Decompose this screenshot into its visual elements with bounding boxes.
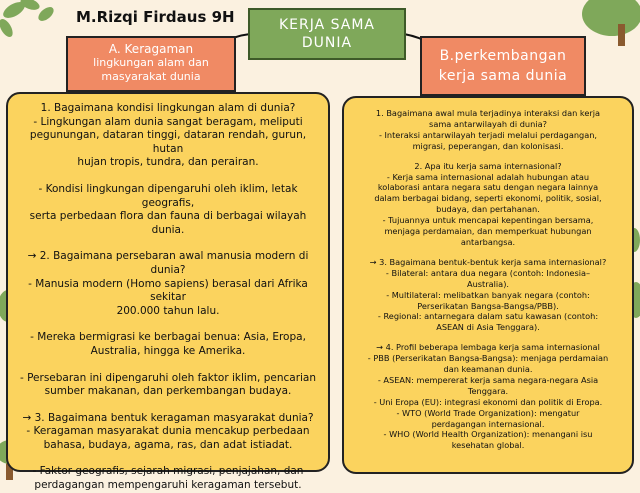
text-line: 200.000 tahun lalu. [116, 304, 220, 317]
right-heading-line: kerja sama dunia [438, 68, 568, 84]
paragraph [16, 465, 320, 492]
text-line: migrasi, peperangan, dan kolonisasi. [412, 140, 564, 151]
text-line: - Regional: antarnegara dalam satu kawasan (contoh: [377, 311, 599, 322]
text-line: kesehatan global. [451, 440, 525, 451]
author-name: M.Rizqi Firdaus 9H [76, 8, 235, 26]
text-line: bahasa, budaya, agama, ras, dan adat istiadat. [43, 438, 293, 451]
text-line: - Lingkungan alam dunia sangat beragam, meliputi [33, 115, 303, 128]
text-line: - Multilateral: melibatkan banyak negara (contoh: [386, 289, 590, 300]
text-line: menjaga perdamaian, dan memperkuat hubungan [384, 226, 592, 237]
left-heading-line: A. Keragaman [108, 42, 194, 56]
text-line: antarbangsa. [460, 236, 516, 247]
text-line: → 3. Bagaimana bentuk keragaman masyarakat dunia? [22, 411, 314, 424]
text-line: dalam berbagai bidang, seperti ekonomi, politik, sosial, [374, 193, 602, 204]
text-line: 1. Bagaimana awal mula terjadinya interaksi dan kerja [375, 108, 601, 118]
text-line: - Manusia modern (Homo sapiens) berasal dari Afrika sekitar [28, 277, 308, 304]
text-line: 2. Apa itu kerja sama internasional? [414, 160, 562, 171]
tree-top-right [582, 0, 640, 46]
text-line: Tenggara. [467, 385, 509, 396]
left-heading-box [66, 36, 236, 92]
text-line: Perserikatan Bangsa-Bangsa/PBB). [417, 300, 559, 311]
text-line: - Faktor geografis, sejarah migrasi, penjajahan, dan [32, 465, 304, 478]
text-line: - Bilateral: antara dua negara (contoh: Indonesia– [385, 267, 591, 278]
text-line: - Kerja sama internasional adalah hubungan atau [386, 171, 590, 182]
text-line: serta perbedaan flora dan fauna di berbagai wilayah dunia. [29, 210, 307, 236]
paragraph [16, 250, 320, 318]
text-line: Australia). [466, 278, 509, 289]
text-line: - Keragaman masyarakat dunia mencakup perbedaan [26, 425, 310, 438]
text-line: ASEAN di Asia Tenggara). [436, 322, 540, 333]
text-line: → 2. Bagaimana persebaran awal manusia modern di [27, 250, 309, 263]
text-line: 1. Bagaimana kondisi lingkungan alam di dunia? [40, 102, 296, 114]
paragraph [352, 108, 624, 152]
paragraph [16, 412, 320, 453]
text-line: - Mereka bermigrasi ke berbagai benua: Asia, Eropa, [30, 331, 306, 344]
leaf-cluster-top-left [0, 0, 56, 39]
left-heading-line: masyarakat dunia [101, 70, 201, 83]
text-line: hujan tropis, tundra, dan perairan. [77, 156, 259, 169]
text-line: - PBB (Perserikatan Bangsa-Bangsa): menjaga perdamaian [367, 353, 609, 364]
text-line: kolaborasi antara negara satu dengan negara lainnya [377, 182, 599, 193]
text-line: - Persebaran ini dipengaruhi oleh faktor iklim, pencarian [19, 371, 317, 384]
text-line: dunia? [150, 263, 186, 276]
paragraph [16, 372, 320, 399]
left-content-panel [6, 92, 330, 492]
text-line: - WTO (World Trade Organization): mengatur [396, 407, 580, 418]
text-line: budaya, dan pertahanan. [436, 204, 540, 215]
text-line: perdagangan mempengaruhi keragaman tersebut. [34, 479, 302, 492]
text-line: - Tujuannya untuk mencapai kepentingan bersama, [382, 215, 594, 226]
paragraph [352, 342, 624, 451]
right-heading-box [420, 36, 586, 96]
center-title-line: KERJA SAMA [278, 17, 376, 33]
text-line: sumber makanan, dan perkembangan budaya. [44, 385, 292, 398]
text-line: - Kondisi lingkungan dipengaruhi oleh iklim, letak geografis, [38, 182, 298, 209]
text-line: → 4. Profil beberapa lembaga kerja sama internasional [376, 342, 600, 353]
paragraph [16, 183, 320, 237]
left-heading-line: lingkungan alam dan [93, 56, 209, 69]
text-line: pegunungan, dataran tinggi, dataran rendah, gurun, hutan [29, 129, 307, 155]
text-line: → 3. Bagaimana bentuk-bentuk kerja sama internasional? [369, 256, 607, 267]
paragraph [16, 102, 320, 170]
paragraph [352, 257, 624, 333]
center-title-box [248, 8, 406, 60]
text-line: sama antarwilayah di dunia? [429, 118, 547, 129]
text-line: - WHO (World Health Organization): menangani isu [383, 429, 593, 440]
paragraph [352, 161, 624, 248]
text-line: - Uni Eropa (EU): integrasi ekonomi dan politik di Eropa. [373, 396, 603, 407]
right-heading-line: B.perkembangan [439, 48, 567, 64]
paragraph [16, 331, 320, 358]
text-line: dan keamanan dunia. [443, 364, 533, 375]
text-line: - Interaksi antarwilayah terjadi melalui perdagangan, [378, 129, 598, 140]
right-content-panel [342, 96, 634, 474]
text-line: Australia, hingga ke Amerika. [90, 344, 246, 357]
text-line: perdagangan internasional. [431, 418, 545, 429]
text-line: - ASEAN: mempererat kerja sama negara-negara Asia [377, 374, 599, 385]
center-title-line: DUNIA [301, 35, 353, 51]
